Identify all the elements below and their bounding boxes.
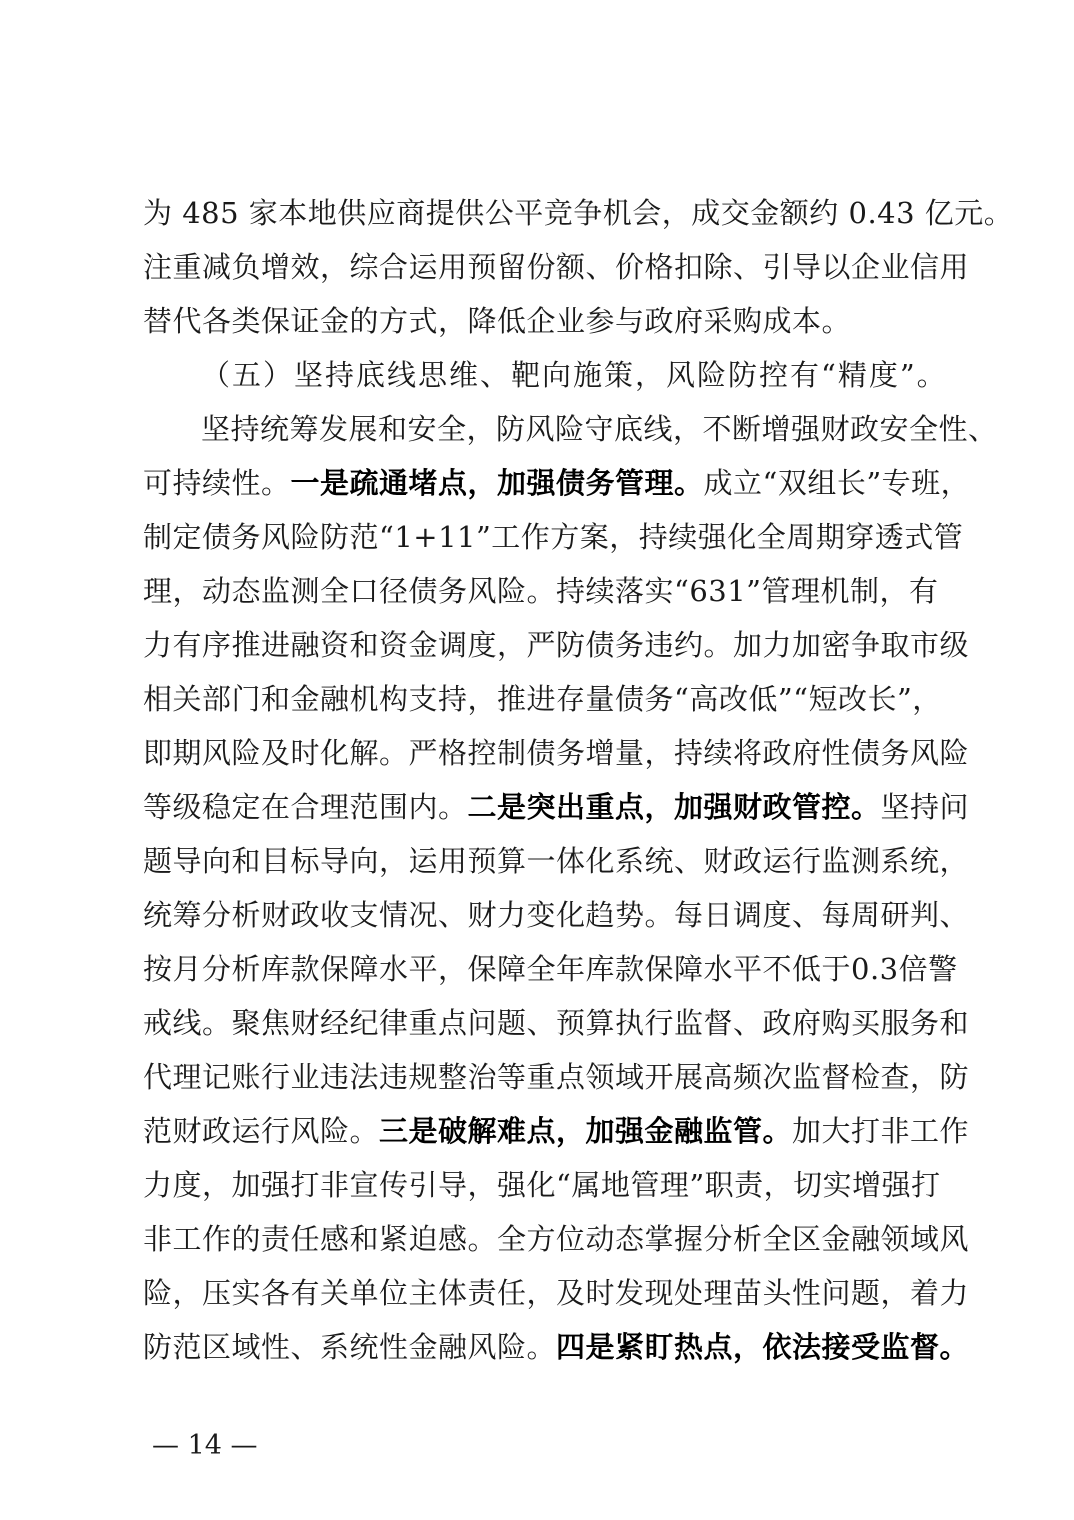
bold-point-4: 四是紧盯热点，依法接受监督。 bbox=[556, 1330, 970, 1364]
text-line: 险，压实各有关单位主体责任，及时发现处理苗头性问题，着力 bbox=[143, 1276, 970, 1310]
text-line: 可持续性。一是疏通堵点，加强债务管理。成立“双组长”专班， bbox=[143, 466, 971, 500]
text-line: 防范区域性、系统性金融风险。四是紧盯热点，依法接受监督。 bbox=[143, 1330, 970, 1364]
bold-point-2: 二是突出重点，加强财政管控。 bbox=[467, 790, 881, 824]
text-line: 力度，加强打非宣传引导，强化“属地管理”职责，切实增强打 bbox=[143, 1168, 941, 1202]
text-line: 统筹分析财政收支情况、财力变化趋势。每日调度、每周研判、 bbox=[143, 898, 970, 932]
section-heading: （五）坚持底线思维、靶向施策，风险防控有“精度”。 bbox=[201, 358, 948, 392]
text-line: 替代各类保证金的方式，降低企业参与政府采购成本。 bbox=[143, 304, 852, 338]
text-line: 为 485 家本地供应商提供公平竞争机会，成交金额约 0.43 亿元。 bbox=[143, 196, 1014, 230]
text-line: 题导向和目标导向，运用预算一体化系统、财政运行监测系统， bbox=[143, 844, 970, 878]
paragraph-first-line: 坚持统筹发展和安全，防风险守底线，不断增强财政安全性、 bbox=[201, 412, 998, 446]
page-number: — 14 — bbox=[152, 1430, 258, 1461]
bold-point-3: 三是破解难点，加强金融监管。 bbox=[379, 1114, 793, 1148]
text-line: 范财政运行风险。三是破解难点，加强金融监管。加大打非工作 bbox=[143, 1114, 970, 1148]
text-line: 按月分析库款保障水平，保障全年库款保障水平不低于0.3倍警 bbox=[143, 952, 958, 986]
text-line: 代理记账行业违法违规整治等重点领域开展高频次监督检查，防 bbox=[143, 1060, 970, 1094]
text-line: 戒线。聚焦财经纪律重点问题、预算执行监督、政府购买服务和 bbox=[143, 1006, 970, 1040]
bold-point-1: 一是疏通堵点，加强债务管理。 bbox=[290, 466, 704, 500]
text-line: 力有序推进融资和资金调度，严防债务违约。加力加密争取市级 bbox=[143, 628, 970, 662]
text-line: 理，动态监测全口径债务风险。持续落实“631”管理机制，有 bbox=[143, 574, 939, 608]
text-line: 相关部门和金融机构支持，推进存量债务“高改低”“短改长”， bbox=[143, 682, 942, 716]
text-line: 即期风险及时化解。严格控制债务增量，持续将政府性债务风险 bbox=[143, 736, 970, 770]
text-line: 制定债务风险防范“1+11”工作方案，持续强化全周期穿透式管 bbox=[143, 520, 964, 554]
text-line: 非工作的责任感和紧迫感。全方位动态掌握分析全区金融领域风 bbox=[143, 1222, 970, 1256]
text-line: 等级稳定在合理范围内。二是突出重点，加强财政管控。坚持问 bbox=[143, 790, 970, 824]
text-line: 注重减负增效，综合运用预留份额、价格扣除、引导以企业信用 bbox=[143, 250, 970, 284]
